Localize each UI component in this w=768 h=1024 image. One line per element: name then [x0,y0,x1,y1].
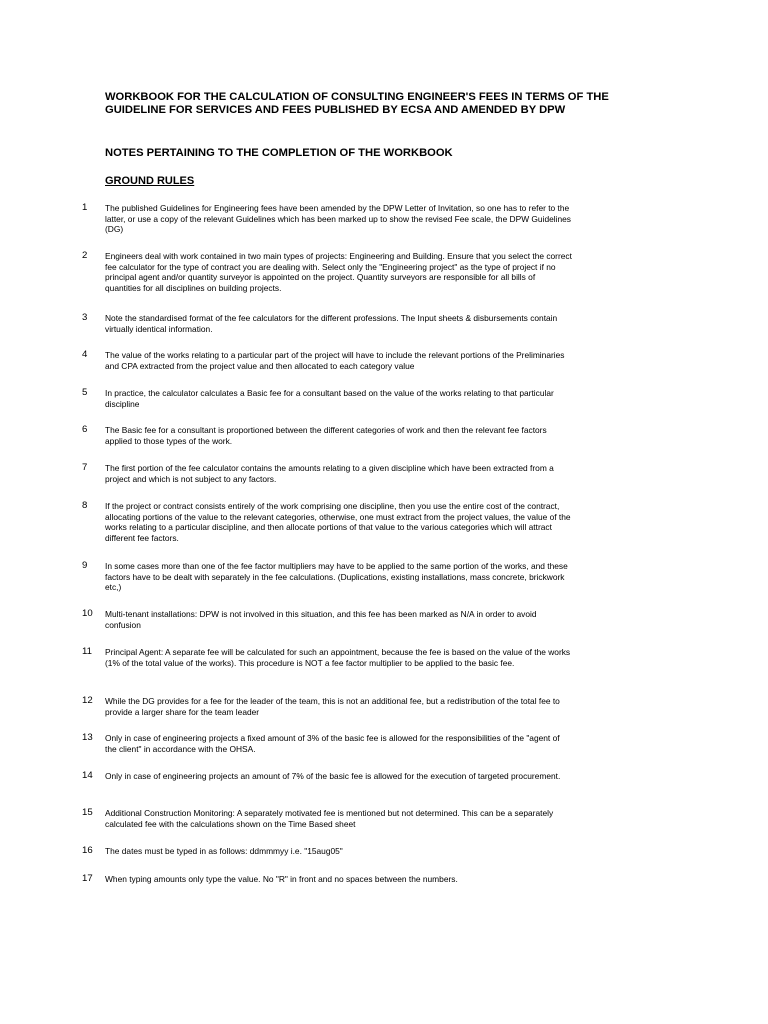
item-text: Additional Construction Monitoring: A separately motivated fee is mentioned but not determined. This can be a separately calculated fee with the calculations shown on the Time Based sheet [105,808,554,829]
item-text: The dates must be typed in as follows: ddmmmyy i.e. "15aug05" [105,846,343,856]
item-text: Engineers deal with work contained in two main types of projects: Engineering and Building. Ensure that you select the correct fee calculator for the type of contract you are dealing with. Select only the "Engineering project" as the type of project if no principal agent and/or quantity surveyor is appointed on the project. Quantity surveyors are responsible for all bills of quantities for all disciplines on building projects. [105,251,572,293]
item-text: The value of the works relating to a particular part of the project will have to include the relevant portions of the Preliminaries and CPA extracted from the project value and then allocated to each category value [105,350,565,371]
item-text: In some cases more than one of the fee factor multipliers may have to be applied to the same portion of the works, and these factors have to be dealt with separately in the fee calculations. (Duplications, existing installations, mass concrete, brickwork etc,) [105,561,568,593]
item-number: 4 [82,349,88,360]
item-number: 6 [82,424,88,435]
item-text: Multi-tenant installations: DPW is not involved in this situation, and this fee has been marked as N/A in order to avoid confusion [105,609,537,630]
item-text: While the DG provides for a fee for the leader of the team, this is not an additional fee, but a redistribution of the total fee to provide a larger share for the team leader [105,696,560,717]
item-number: 5 [82,387,88,398]
item-number: 12 [82,695,93,706]
document-title: WORKBOOK FOR THE CALCULATION OF CONSULTING ENGINEER'S FEES IN TERMS OF THE GUIDELINE FOR SERVICES AND FEES PUBLISHED BY ECSA AND AMENDED BY DPW [105,91,609,116]
item-number: 13 [82,732,93,743]
item-number: 3 [82,312,88,323]
ground-rules-heading: GROUND RULES [105,175,195,187]
item-number: 16 [82,845,93,856]
item-number: 1 [82,202,88,213]
item-number: 8 [82,500,88,511]
item-number: 15 [82,807,93,818]
item-number: 14 [82,770,93,781]
item-text: Only in case of engineering projects an amount of 7% of the basic fee is allowed for the execution of targeted procurement. [105,771,561,781]
item-number: 17 [82,873,93,884]
item-text: Note the standardised format of the fee calculators for the different professions. The Input sheets & disbursements contain virtually identical information. [105,313,558,334]
item-number: 9 [82,560,88,571]
item-text: If the project or contract consists entirely of the work comprising one discipline, then you use the entire cost of the contract, allocating portions of the value to the relevant categories, otherwise, one must extract from the project values, the value of the works relating to a particular discipline, and then allocate portions of that value to the various categories which will attract different fee factors. [105,501,571,543]
item-text: The published Guidelines for Engineering fees have been amended by the DPW Letter of Invitation, so one has to refer to the latter, or use a copy of the relevant Guidelines which has been marked up to show the revised Fee scale, the DPW Guidelines (DG) [105,203,571,235]
item-text: Only in case of engineering projects a fixed amount of 3% of the basic fee is allowed for the responsibilities of the "agent of the client" in accordance with the OHSA. [105,733,560,754]
item-text: The first portion of the fee calculator contains the amounts relating to a given discipline which have been extracted from a project and which is not subject to any factors. [105,463,554,484]
notes-heading: NOTES PERTAINING TO THE COMPLETION OF THE WORKBOOK [105,147,453,159]
item-text: The Basic fee for a consultant is proportioned between the different categories of work and then the relevant fee factors applied to those types of the work. [105,425,547,446]
item-text: When typing amounts only type the value. No "R" in front and no spaces between the numbers. [105,874,458,884]
item-number: 11 [82,646,92,657]
item-text: Principal Agent: A separate fee will be calculated for such an appointment, because the fee is based on the value of the works (1% of the total value of the works). This procedure is NOT a fee factor multiplier to be applied to the basic fee. [105,647,571,668]
item-number: 2 [82,250,88,261]
item-text: In practice, the calculator calculates a Basic fee for a consultant based on the value of the works relating to that particular discipline [105,388,554,409]
item-number: 7 [82,462,88,473]
item-number: 10 [82,608,93,619]
